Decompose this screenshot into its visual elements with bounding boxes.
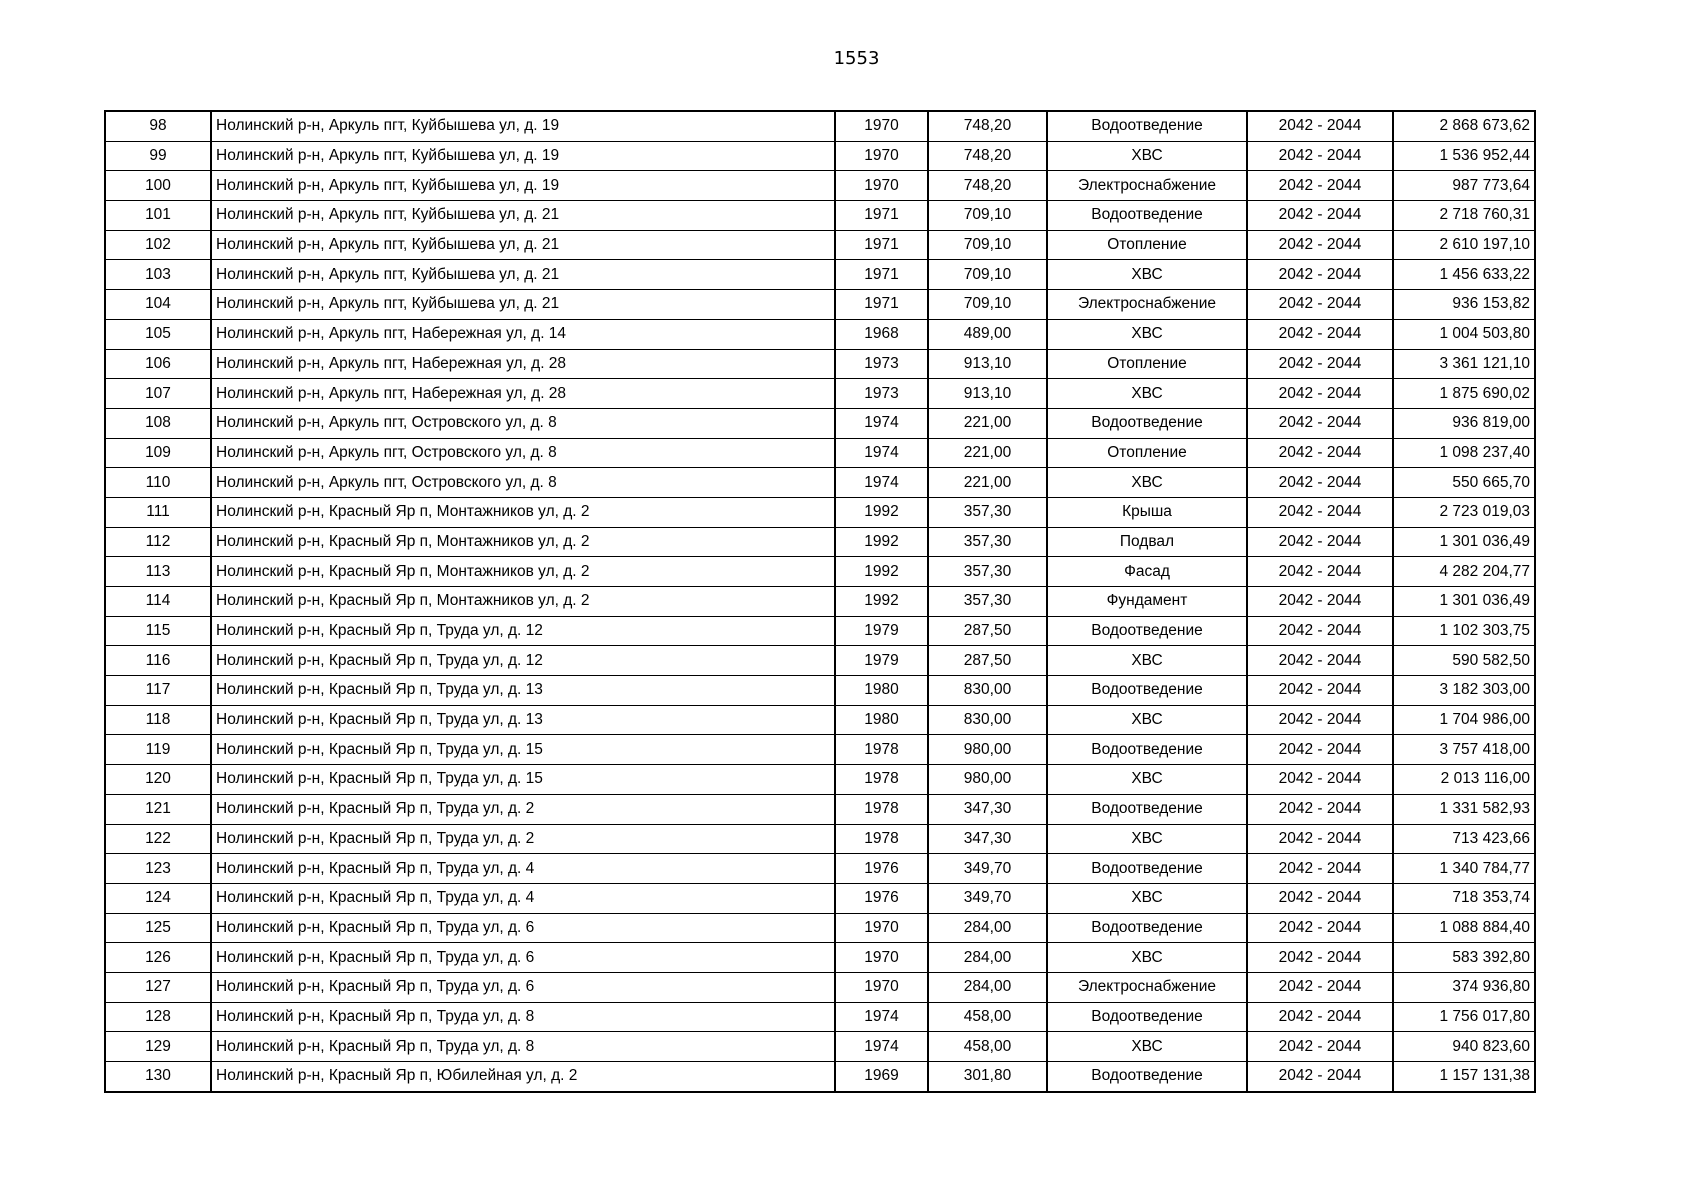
row-number-cell: 105 [105, 319, 211, 349]
table-row [105, 111, 1535, 141]
year-built-cell: 1976 [835, 854, 928, 884]
table-row [105, 438, 1535, 468]
work-type-cell: Водоотведение [1047, 913, 1247, 943]
year-built-cell: 1980 [835, 705, 928, 735]
area-cell: 349,70 [928, 883, 1047, 913]
area-cell: 357,30 [928, 587, 1047, 617]
row-number-cell: 117 [105, 676, 211, 706]
period-cell: 2042 - 2044 [1247, 587, 1393, 617]
cost-cell: 1 102 303,75 [1393, 616, 1535, 646]
period-cell: 2042 - 2044 [1247, 824, 1393, 854]
work-type-cell: Водоотведение [1047, 794, 1247, 824]
area-cell: 748,20 [928, 141, 1047, 171]
work-type-cell: Водоотведение [1047, 735, 1247, 765]
area-cell: 284,00 [928, 972, 1047, 1002]
work-type-cell: ХВС [1047, 141, 1247, 171]
period-cell: 2042 - 2044 [1247, 676, 1393, 706]
row-number-cell: 127 [105, 972, 211, 1002]
row-number-cell: 122 [105, 824, 211, 854]
area-cell: 349,70 [928, 854, 1047, 884]
row-number-cell: 98 [105, 111, 211, 141]
cost-cell: 1 340 784,77 [1393, 854, 1535, 884]
cost-cell: 2 610 197,10 [1393, 230, 1535, 260]
row-number-cell: 123 [105, 854, 211, 884]
period-cell: 2042 - 2044 [1247, 735, 1393, 765]
area-cell: 221,00 [928, 468, 1047, 498]
cost-cell: 1 301 036,49 [1393, 527, 1535, 557]
cost-cell: 1 331 582,93 [1393, 794, 1535, 824]
work-type-cell: ХВС [1047, 943, 1247, 973]
year-built-cell: 1976 [835, 883, 928, 913]
area-cell: 301,80 [928, 1062, 1047, 1092]
table-row [105, 1062, 1535, 1092]
year-built-cell: 1978 [835, 824, 928, 854]
table-row [105, 765, 1535, 795]
table-row [105, 290, 1535, 320]
cost-cell: 718 353,74 [1393, 883, 1535, 913]
year-built-cell: 1970 [835, 171, 928, 201]
work-type-cell: Фундамент [1047, 587, 1247, 617]
year-built-cell: 1969 [835, 1062, 928, 1092]
address-cell: Нолинский р-н, Красный Яр п, Труда ул, д. 8 [211, 1032, 835, 1062]
period-cell: 2042 - 2044 [1247, 171, 1393, 201]
area-cell: 913,10 [928, 379, 1047, 409]
row-number-cell: 126 [105, 943, 211, 973]
year-built-cell: 1970 [835, 111, 928, 141]
area-cell: 357,30 [928, 557, 1047, 587]
year-built-cell: 1971 [835, 230, 928, 260]
row-number-cell: 103 [105, 260, 211, 290]
address-cell: Нолинский р-н, Красный Яр п, Монтажников ул, д. 2 [211, 557, 835, 587]
area-cell: 357,30 [928, 497, 1047, 527]
year-built-cell: 1973 [835, 349, 928, 379]
cost-cell: 550 665,70 [1393, 468, 1535, 498]
area-cell: 287,50 [928, 616, 1047, 646]
address-cell: Нолинский р-н, Красный Яр п, Труда ул, д. 2 [211, 794, 835, 824]
period-cell: 2042 - 2044 [1247, 319, 1393, 349]
area-cell: 913,10 [928, 349, 1047, 379]
address-cell: Нолинский р-н, Красный Яр п, Труда ул, д. 12 [211, 616, 835, 646]
year-built-cell: 1974 [835, 1032, 928, 1062]
table-row [105, 943, 1535, 973]
year-built-cell: 1970 [835, 943, 928, 973]
address-cell: Нолинский р-н, Красный Яр п, Юбилейная ул, д. 2 [211, 1062, 835, 1092]
cost-cell: 2 013 116,00 [1393, 765, 1535, 795]
period-cell: 2042 - 2044 [1247, 260, 1393, 290]
work-type-cell: Водоотведение [1047, 676, 1247, 706]
year-built-cell: 1971 [835, 260, 928, 290]
year-built-cell: 1979 [835, 646, 928, 676]
period-cell: 2042 - 2044 [1247, 141, 1393, 171]
period-cell: 2042 - 2044 [1247, 290, 1393, 320]
period-cell: 2042 - 2044 [1247, 230, 1393, 260]
table-row [105, 408, 1535, 438]
cost-cell: 1 301 036,49 [1393, 587, 1535, 617]
cost-cell: 4 282 204,77 [1393, 557, 1535, 587]
period-cell: 2042 - 2044 [1247, 557, 1393, 587]
cost-cell: 1 536 952,44 [1393, 141, 1535, 171]
address-cell: Нолинский р-н, Красный Яр п, Труда ул, д. 4 [211, 854, 835, 884]
area-cell: 221,00 [928, 438, 1047, 468]
table-row [105, 171, 1535, 201]
address-cell: Нолинский р-н, Аркуль пгт, Островского ул, д. 8 [211, 408, 835, 438]
area-cell: 284,00 [928, 943, 1047, 973]
table-row [105, 468, 1535, 498]
period-cell: 2042 - 2044 [1247, 201, 1393, 231]
address-cell: Нолинский р-н, Аркуль пгт, Набережная ул, д. 28 [211, 349, 835, 379]
address-cell: Нолинский р-н, Красный Яр п, Труда ул, д. 4 [211, 883, 835, 913]
table-row [105, 616, 1535, 646]
year-built-cell: 1980 [835, 676, 928, 706]
cost-cell: 3 182 303,00 [1393, 676, 1535, 706]
address-cell: Нолинский р-н, Красный Яр п, Труда ул, д. 2 [211, 824, 835, 854]
work-type-cell: ХВС [1047, 379, 1247, 409]
row-number-cell: 107 [105, 379, 211, 409]
cost-cell: 2 718 760,31 [1393, 201, 1535, 231]
area-cell: 489,00 [928, 319, 1047, 349]
area-cell: 748,20 [928, 111, 1047, 141]
cost-cell: 1 875 690,02 [1393, 379, 1535, 409]
work-type-cell: ХВС [1047, 468, 1247, 498]
area-cell: 284,00 [928, 913, 1047, 943]
table-row [105, 201, 1535, 231]
period-cell: 2042 - 2044 [1247, 943, 1393, 973]
work-type-cell: Водоотведение [1047, 111, 1247, 141]
cost-cell: 1 004 503,80 [1393, 319, 1535, 349]
table-row [105, 1032, 1535, 1062]
cost-cell: 3 757 418,00 [1393, 735, 1535, 765]
address-cell: Нолинский р-н, Красный Яр п, Монтажников ул, д. 2 [211, 497, 835, 527]
period-cell: 2042 - 2044 [1247, 349, 1393, 379]
work-type-cell: Электроснабжение [1047, 290, 1247, 320]
cost-cell: 374 936,80 [1393, 972, 1535, 1002]
year-built-cell: 1974 [835, 408, 928, 438]
cost-cell: 940 823,60 [1393, 1032, 1535, 1062]
year-built-cell: 1978 [835, 735, 928, 765]
address-cell: Нолинский р-н, Красный Яр п, Труда ул, д. 8 [211, 1002, 835, 1032]
area-cell: 830,00 [928, 676, 1047, 706]
table-row [105, 527, 1535, 557]
row-number-cell: 110 [105, 468, 211, 498]
table-row [105, 379, 1535, 409]
row-number-cell: 100 [105, 171, 211, 201]
work-type-cell: ХВС [1047, 319, 1247, 349]
row-number-cell: 109 [105, 438, 211, 468]
area-cell: 748,20 [928, 171, 1047, 201]
row-number-cell: 112 [105, 527, 211, 557]
row-number-cell: 104 [105, 290, 211, 320]
area-cell: 709,10 [928, 201, 1047, 231]
address-cell: Нолинский р-н, Красный Яр п, Труда ул, д. 13 [211, 705, 835, 735]
address-cell: Нолинский р-н, Красный Яр п, Труда ул, д. 6 [211, 943, 835, 973]
table-row [105, 705, 1535, 735]
row-number-cell: 124 [105, 883, 211, 913]
row-number-cell: 113 [105, 557, 211, 587]
work-type-cell: ХВС [1047, 1032, 1247, 1062]
table-body [105, 111, 1535, 1092]
year-built-cell: 1970 [835, 141, 928, 171]
year-built-cell: 1970 [835, 972, 928, 1002]
address-cell: Нолинский р-н, Аркуль пгт, Куйбышева ул, д. 21 [211, 260, 835, 290]
table-row [105, 913, 1535, 943]
table-row [105, 260, 1535, 290]
table-row [105, 497, 1535, 527]
work-type-cell: Водоотведение [1047, 1002, 1247, 1032]
work-type-cell: ХВС [1047, 765, 1247, 795]
period-cell: 2042 - 2044 [1247, 972, 1393, 1002]
address-cell: Нолинский р-н, Аркуль пгт, Набережная ул, д. 14 [211, 319, 835, 349]
year-built-cell: 1973 [835, 379, 928, 409]
table-row [105, 824, 1535, 854]
row-number-cell: 115 [105, 616, 211, 646]
area-cell: 709,10 [928, 230, 1047, 260]
area-cell: 830,00 [928, 705, 1047, 735]
area-cell: 347,30 [928, 794, 1047, 824]
area-cell: 709,10 [928, 260, 1047, 290]
year-built-cell: 1979 [835, 616, 928, 646]
row-number-cell: 119 [105, 735, 211, 765]
address-cell: Нолинский р-н, Аркуль пгт, Куйбышева ул, д. 21 [211, 290, 835, 320]
period-cell: 2042 - 2044 [1247, 854, 1393, 884]
cost-cell: 987 773,64 [1393, 171, 1535, 201]
address-cell: Нолинский р-н, Аркуль пгт, Островского ул, д. 8 [211, 468, 835, 498]
row-number-cell: 128 [105, 1002, 211, 1032]
period-cell: 2042 - 2044 [1247, 111, 1393, 141]
year-built-cell: 1970 [835, 913, 928, 943]
period-cell: 2042 - 2044 [1247, 883, 1393, 913]
year-built-cell: 1971 [835, 201, 928, 231]
table-row [105, 794, 1535, 824]
cost-cell: 936 819,00 [1393, 408, 1535, 438]
table-row [105, 883, 1535, 913]
area-cell: 287,50 [928, 646, 1047, 676]
cost-cell: 936 153,82 [1393, 290, 1535, 320]
area-cell: 347,30 [928, 824, 1047, 854]
year-built-cell: 1974 [835, 1002, 928, 1032]
row-number-cell: 120 [105, 765, 211, 795]
cost-cell: 1 088 884,40 [1393, 913, 1535, 943]
address-cell: Нолинский р-н, Аркуль пгт, Куйбышева ул, д. 19 [211, 171, 835, 201]
address-cell: Нолинский р-н, Красный Яр п, Монтажников ул, д. 2 [211, 587, 835, 617]
period-cell: 2042 - 2044 [1247, 1002, 1393, 1032]
work-type-cell: Водоотведение [1047, 201, 1247, 231]
row-number-cell: 108 [105, 408, 211, 438]
work-type-cell: Отопление [1047, 230, 1247, 260]
work-type-cell: ХВС [1047, 824, 1247, 854]
cost-cell: 1 157 131,38 [1393, 1062, 1535, 1092]
area-cell: 357,30 [928, 527, 1047, 557]
work-type-cell: Водоотведение [1047, 1062, 1247, 1092]
row-number-cell: 114 [105, 587, 211, 617]
cost-cell: 1 704 986,00 [1393, 705, 1535, 735]
work-type-cell: Подвал [1047, 527, 1247, 557]
cost-cell: 3 361 121,10 [1393, 349, 1535, 379]
period-cell: 2042 - 2044 [1247, 1032, 1393, 1062]
work-type-cell: Отопление [1047, 438, 1247, 468]
year-built-cell: 1992 [835, 527, 928, 557]
year-built-cell: 1968 [835, 319, 928, 349]
cost-cell: 2 723 019,03 [1393, 497, 1535, 527]
row-number-cell: 102 [105, 230, 211, 260]
period-cell: 2042 - 2044 [1247, 1062, 1393, 1092]
row-number-cell: 130 [105, 1062, 211, 1092]
work-type-cell: Водоотведение [1047, 854, 1247, 884]
period-cell: 2042 - 2044 [1247, 646, 1393, 676]
year-built-cell: 1978 [835, 765, 928, 795]
work-type-cell: ХВС [1047, 646, 1247, 676]
row-number-cell: 125 [105, 913, 211, 943]
cost-cell: 713 423,66 [1393, 824, 1535, 854]
year-built-cell: 1992 [835, 587, 928, 617]
row-number-cell: 118 [105, 705, 211, 735]
period-cell: 2042 - 2044 [1247, 705, 1393, 735]
address-cell: Нолинский р-н, Аркуль пгт, Куйбышева ул, д. 19 [211, 141, 835, 171]
cost-cell: 1 098 237,40 [1393, 438, 1535, 468]
row-number-cell: 121 [105, 794, 211, 824]
period-cell: 2042 - 2044 [1247, 497, 1393, 527]
address-cell: Нолинский р-н, Красный Яр п, Труда ул, д. 6 [211, 972, 835, 1002]
row-number-cell: 99 [105, 141, 211, 171]
area-cell: 221,00 [928, 408, 1047, 438]
address-cell: Нолинский р-н, Аркуль пгт, Куйбышева ул, д. 19 [211, 111, 835, 141]
table-row [105, 676, 1535, 706]
cost-cell: 1 456 633,22 [1393, 260, 1535, 290]
row-number-cell: 106 [105, 349, 211, 379]
cost-cell: 583 392,80 [1393, 943, 1535, 973]
table-row [105, 972, 1535, 1002]
cost-cell: 2 868 673,62 [1393, 111, 1535, 141]
work-type-cell: ХВС [1047, 883, 1247, 913]
year-built-cell: 1992 [835, 557, 928, 587]
table-row [105, 319, 1535, 349]
area-cell: 709,10 [928, 290, 1047, 320]
period-cell: 2042 - 2044 [1247, 468, 1393, 498]
table-row [105, 587, 1535, 617]
period-cell: 2042 - 2044 [1247, 379, 1393, 409]
area-cell: 458,00 [928, 1002, 1047, 1032]
work-type-cell: ХВС [1047, 705, 1247, 735]
period-cell: 2042 - 2044 [1247, 616, 1393, 646]
year-built-cell: 1992 [835, 497, 928, 527]
row-number-cell: 116 [105, 646, 211, 676]
work-type-cell: Крыша [1047, 497, 1247, 527]
year-built-cell: 1978 [835, 794, 928, 824]
year-built-cell: 1974 [835, 468, 928, 498]
row-number-cell: 129 [105, 1032, 211, 1062]
work-type-cell: Водоотведение [1047, 616, 1247, 646]
table-row [105, 141, 1535, 171]
area-cell: 980,00 [928, 735, 1047, 765]
period-cell: 2042 - 2044 [1247, 408, 1393, 438]
area-cell: 980,00 [928, 765, 1047, 795]
page-number: 1553 [833, 48, 880, 69]
table-row [105, 557, 1535, 587]
year-built-cell: 1974 [835, 438, 928, 468]
address-cell: Нолинский р-н, Красный Яр п, Труда ул, д. 15 [211, 765, 835, 795]
address-cell: Нолинский р-н, Аркуль пгт, Куйбышева ул, д. 21 [211, 201, 835, 231]
row-number-cell: 101 [105, 201, 211, 231]
period-cell: 2042 - 2044 [1247, 438, 1393, 468]
repair-schedule-table [104, 110, 1536, 1093]
year-built-cell: 1971 [835, 290, 928, 320]
period-cell: 2042 - 2044 [1247, 765, 1393, 795]
table-row [105, 349, 1535, 379]
period-cell: 2042 - 2044 [1247, 794, 1393, 824]
address-cell: Нолинский р-н, Красный Яр п, Труда ул, д. 6 [211, 913, 835, 943]
cost-cell: 590 582,50 [1393, 646, 1535, 676]
work-type-cell: Водоотведение [1047, 408, 1247, 438]
row-number-cell: 111 [105, 497, 211, 527]
address-cell: Нолинский р-н, Аркуль пгт, Островского ул, д. 8 [211, 438, 835, 468]
work-type-cell: Электроснабжение [1047, 171, 1247, 201]
address-cell: Нолинский р-н, Аркуль пгт, Куйбышева ул, д. 21 [211, 230, 835, 260]
work-type-cell: Отопление [1047, 349, 1247, 379]
period-cell: 2042 - 2044 [1247, 527, 1393, 557]
table-row [105, 854, 1535, 884]
address-cell: Нолинский р-н, Красный Яр п, Труда ул, д. 12 [211, 646, 835, 676]
address-cell: Нолинский р-н, Красный Яр п, Монтажников ул, д. 2 [211, 527, 835, 557]
table-row [105, 646, 1535, 676]
address-cell: Нолинский р-н, Красный Яр п, Труда ул, д. 15 [211, 735, 835, 765]
work-type-cell: ХВС [1047, 260, 1247, 290]
table-row [105, 735, 1535, 765]
table-row [105, 230, 1535, 260]
address-cell: Нолинский р-н, Аркуль пгт, Набережная ул, д. 28 [211, 379, 835, 409]
area-cell: 458,00 [928, 1032, 1047, 1062]
cost-cell: 1 756 017,80 [1393, 1002, 1535, 1032]
period-cell: 2042 - 2044 [1247, 913, 1393, 943]
work-type-cell: Фасад [1047, 557, 1247, 587]
table-row [105, 1002, 1535, 1032]
work-type-cell: Электроснабжение [1047, 972, 1247, 1002]
address-cell: Нолинский р-н, Красный Яр п, Труда ул, д. 13 [211, 676, 835, 706]
